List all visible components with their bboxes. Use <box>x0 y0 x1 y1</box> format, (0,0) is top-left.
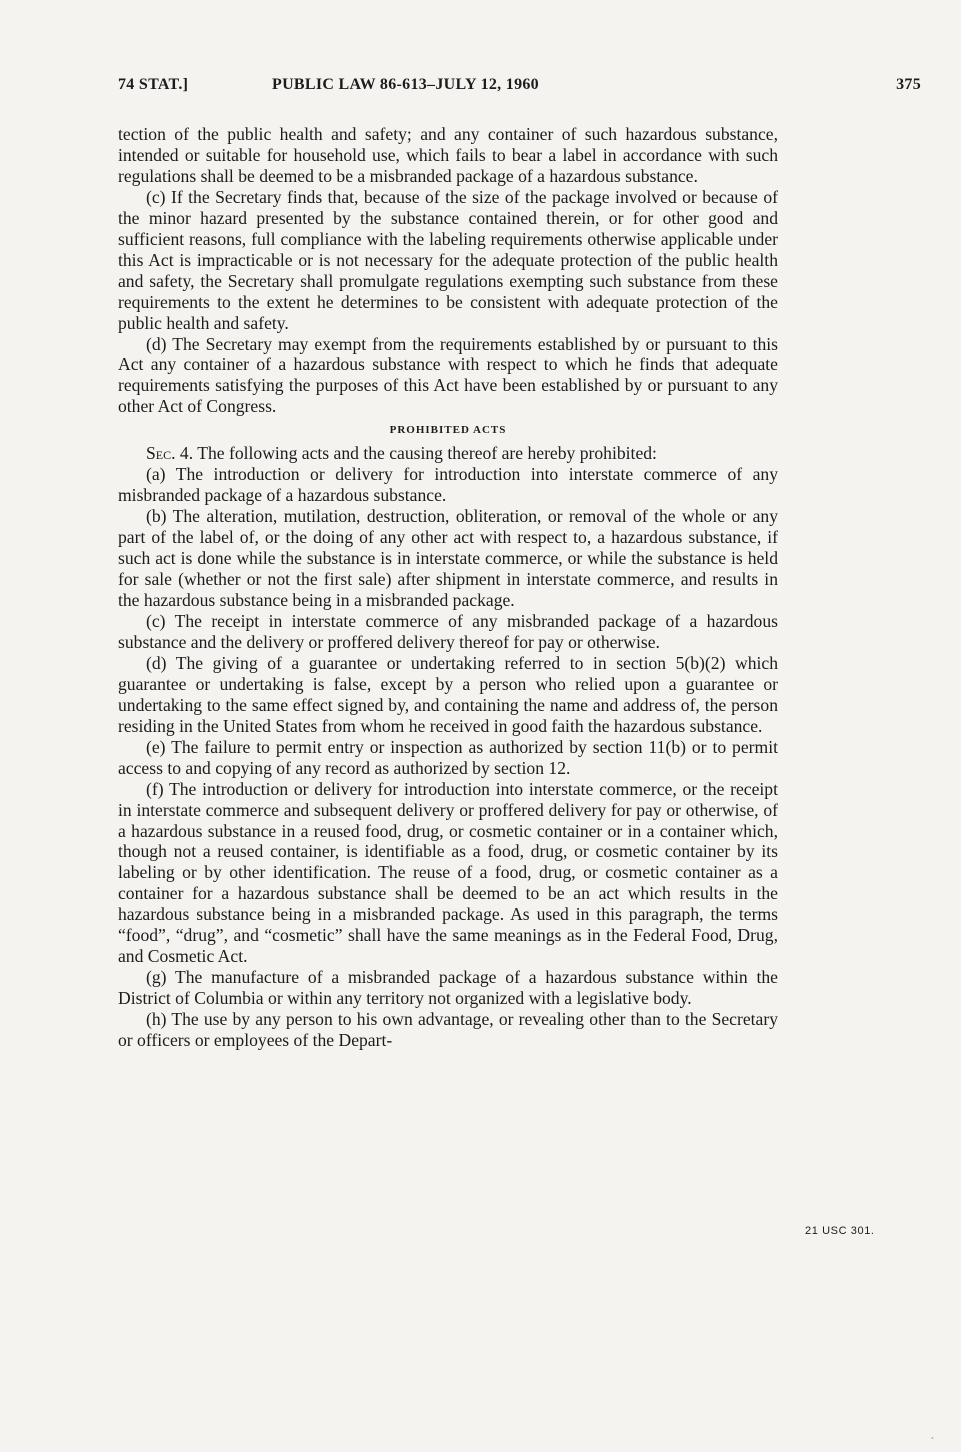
section-intro <box>118 443 778 464</box>
document-body <box>118 124 778 1051</box>
paragraph-c: (c) If the Secretary finds that, because of the size of the package involved or because of the minor hazard presented by the substance contained therein, or for other good and sufficient reasons, full compliance with the labeling requirements otherwise applicable under this Act is impracticable or is not necessary for the adequate protection of the public health and safety, the Secretary shall promulgate regulations exempting such substance from these requirements to the extent he determines to be consistent with adequate protection of the public health and safety. <box>118 186 778 333</box>
statute-reference: 74 STAT.] <box>118 76 189 93</box>
law-title: PUBLIC LAW 86-613–JULY 12, 1960 <box>272 76 539 93</box>
paragraph-continuation: tection of the public health and safety; and any container of such hazardous substance, intended or suitable for household use, which fails to bear a label in accordance with such regulations shall be deemed to be a misbranded package of a hazardous substance. <box>118 124 778 186</box>
scan-mark-icon: • <box>931 1434 934 1443</box>
item-c: (c) The receipt in interstate commerce of any misbranded package of a hazardous substance and the delivery or proffered delivery thereof for pay or otherwise. <box>118 610 778 652</box>
item-f: (f) The introduction or delivery for introduction into interstate commerce, or the receipt in interstate commerce and subsequent delivery or proffered delivery for pay or otherwise, of a hazardous substance in a reused food, drug, or cosmetic container or in a container which, though not a reused container, is identifiable as a food, drug, or cosmetic container by its labeling or by other identification. The reuse of a food, drug, or cosmetic container as a container for a hazardous substance shall be deemed to be an act which results in the hazardous substance being in a misbranded package. As used in this paragraph, the terms “food”, “drug”, and “cosmetic” shall have the same meanings as in the Federal Food, Drug, and Cosmetic Act. <box>118 778 778 967</box>
page-number: 375 <box>896 76 921 93</box>
item-h: (h) The use by any person to his own advantage, or revealing other than to the Secretary or officers or employees of the Depart- <box>118 1009 778 1051</box>
section-heading: PROHIBITED ACTS <box>389 424 507 437</box>
item-b: (b) The alteration, mutilation, destruction, obliteration, or removal of the whole or any part of the label of, or the doing of any other act with respect to, a hazardous substance, if such act is done while the substance is in interstate commerce, or while the substance is held for sale (whether or not the first sale) after shipment in interstate commerce, and results in the hazardous substance being in a misbranded package. <box>118 506 778 611</box>
page-header <box>118 76 921 100</box>
paragraph-d: (d) The Secretary may exempt from the requirements established by or pursuant to this Act any container of a hazardous substance with respect to which he finds that adequate requirements satisfying the purposes of this Act have been established by or pursuant to any other Act of Congress. <box>118 333 778 417</box>
section-label: Sec. 4. <box>146 443 194 464</box>
item-d: (d) The giving of a guarantee or undertaking referred to in section 5(b)(2) which guarantee or undertaking is false, except by a person who relied upon a guarantee or undertaking to the same effect signed by, and containing the name and address of, the person residing in the United States from whom he received in good faith the hazardous substance. <box>118 652 778 736</box>
margin-citation: 21 USC 301. <box>805 1225 875 1237</box>
item-g: (g) The manufacture of a misbranded package of a hazardous substance within the District of Columbia or within any territory not organized with a legislative body. <box>118 967 778 1009</box>
item-a: (a) The introduction or delivery for introduction into interstate commerce of any misbranded package of a hazardous substance. <box>118 464 778 506</box>
item-e: (e) The failure to permit entry or inspection as authorized by section 11(b) or to permit access to and copying of any record as authorized by section 12. <box>118 736 778 778</box>
section-intro-text: The following acts and the causing thereof are hereby prohibited: <box>197 443 657 464</box>
